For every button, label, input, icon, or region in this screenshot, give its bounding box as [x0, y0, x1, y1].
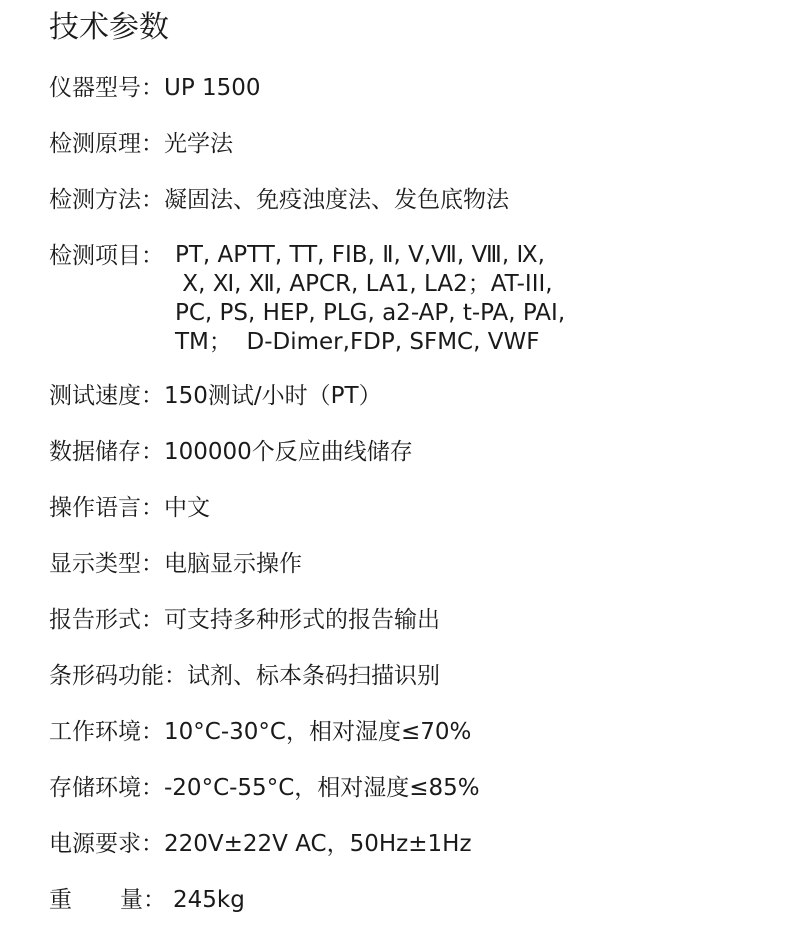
spec-label-part: 量： [120, 887, 166, 913]
spec-value: 100000个反应曲线储存 [164, 439, 413, 465]
spec-value-line: Ⅹ, Ⅺ, Ⅻ, APCR, LA1, LA2；AT-III, [175, 271, 553, 297]
spec-value: 245kg [173, 887, 245, 913]
spec-row-weight [49, 885, 245, 915]
spec-row-principle [49, 129, 233, 159]
spec-row-language [49, 493, 210, 523]
spec-value-lines [175, 241, 565, 357]
spec-label: 仪器型号： [49, 75, 164, 101]
spec-value: 150测试/小时（PT） [164, 383, 382, 409]
spec-label: 电源要求： [49, 831, 164, 857]
spec-label [49, 885, 173, 915]
spec-label: 检测原理： [49, 131, 164, 157]
spec-row-store-env [49, 773, 480, 803]
spec-row-method [49, 185, 509, 215]
spec-row-report [49, 605, 440, 635]
spec-label: 显示类型： [49, 551, 164, 577]
spec-value: -20°C-55°C，相对湿度≤85% [164, 775, 480, 801]
spec-value: 凝固法、免疫浊度法、发色底物法 [164, 187, 509, 213]
spec-label: 存储环境： [49, 775, 164, 801]
spec-row-display [49, 549, 302, 579]
spec-label: 检测方法： [49, 187, 164, 213]
spec-value: UP 1500 [164, 75, 261, 101]
spec-label: 操作语言： [49, 495, 164, 521]
spec-label: 测试速度： [49, 383, 164, 409]
spec-value: 试剂、标本条码扫描识别 [187, 663, 440, 689]
spec-label: 工作环境： [49, 719, 164, 745]
spec-row-speed [49, 381, 382, 411]
spec-value-line: PT, APTT, TT, FIB, Ⅱ, Ⅴ,Ⅶ, Ⅷ, Ⅸ, [175, 242, 545, 268]
spec-label: 报告形式： [49, 607, 164, 633]
spec-row-model [49, 73, 261, 103]
spec-value: 10°C-30°C，相对湿度≤70% [164, 719, 472, 745]
spec-value: 电脑显示操作 [164, 551, 302, 577]
page-title: 技术参数 [49, 10, 169, 45]
spec-value: 220V±22V AC，50Hz±1Hz [164, 831, 472, 857]
spec-label-part: 重 [49, 887, 72, 913]
spec-row-storage [49, 437, 413, 467]
spec-row-power [49, 829, 472, 859]
spec-label: 数据储存： [49, 439, 164, 465]
spec-value-line: PC, PS, HEP, PLG, a2-AP, t-PA, PAI, [175, 300, 566, 326]
spec-row-work-env [49, 717, 471, 747]
spec-value: 光学法 [164, 131, 233, 157]
spec-row-barcode [49, 661, 440, 691]
spec-value: 中文 [164, 495, 210, 521]
spec-value: 可支持多种形式的报告输出 [164, 607, 440, 633]
spec-row-items [49, 241, 565, 357]
spec-value-line: TM； D-Dimer,FDP, SFMC, VWF [175, 329, 540, 355]
spec-label: 检测项目： [49, 243, 164, 269]
spec-label: 条形码功能： [49, 663, 187, 689]
